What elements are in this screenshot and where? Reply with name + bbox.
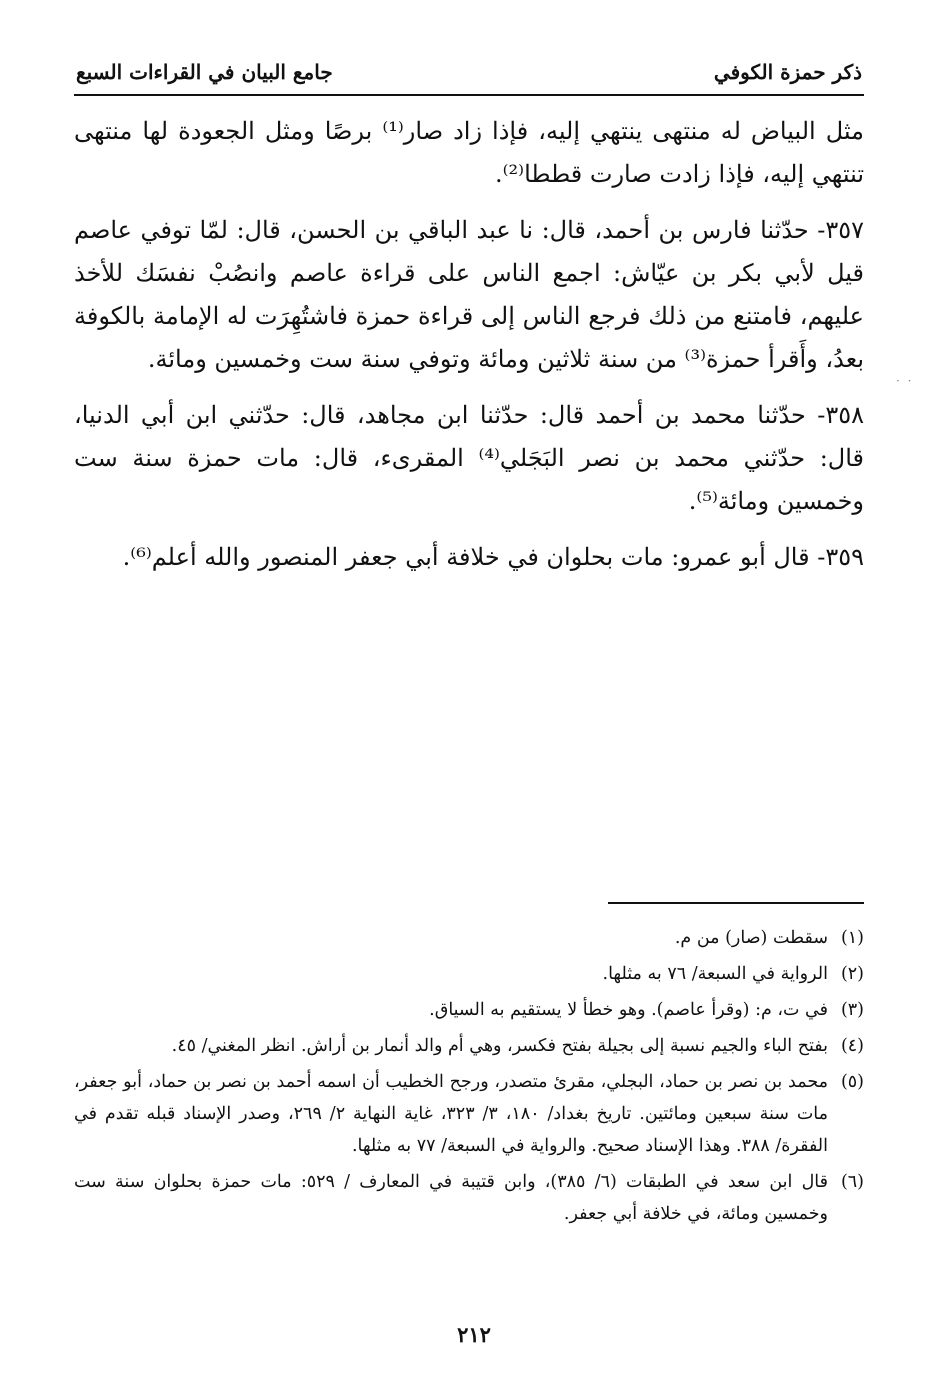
footnote-4 bbox=[74, 1030, 864, 1062]
footnote-text: بفتح الباء والجيم نسبة إلى بجيلة بفتح فكسر، وهي أم والد أنمار بن أراش. انظر المغني/ ٤٥. bbox=[171, 1036, 828, 1056]
footnote-separator bbox=[608, 902, 864, 904]
footnote-text: قال ابن سعد في الطبقات (٦/ ٣٨٥)، وابن قتيبة في المعارف / ٥٢٩: مات حمزة بحلوان سنة ست وخمسين ومائة، في خلافة أبي جعفر. bbox=[74, 1172, 828, 1224]
footnote-number: (٢) bbox=[840, 964, 864, 984]
footnote-text: سقطت (صار) من م. bbox=[674, 928, 828, 948]
footnote-number: (٥) bbox=[840, 1072, 864, 1092]
footnote-text: الرواية في السبعة/ ٧٦ به مثلها. bbox=[602, 964, 828, 984]
footnotes bbox=[74, 922, 864, 1234]
running-header bbox=[74, 58, 864, 96]
footnote-text: في ت، م: (وقرأ عاصم). وهو خطأ لا يستقيم به السياق. bbox=[429, 1000, 828, 1020]
footnote-text: محمد بن نصر بن حماد، البجلي، مقرئ متصدر، ورجح الخطيب أن اسمه أحمد بن نصر بن حماد، أبو جعفر، مات سنة سبعين ومائتين. تاريخ بغداد/ ١٨٠، ٣/ ٣٢٣، غاية النهاية ٢/ ٢٦٩، وصدر الإسناد قبله تقدم في الفقرة/ ٣٨٨. وهذا الإسناد صحيح. والرواية في السبعة/ ٧٧ به مثلها. bbox=[74, 1072, 828, 1156]
page-number: ٢١٢ bbox=[457, 1322, 491, 1347]
footnote-number: (٦) bbox=[840, 1172, 864, 1192]
chapter-title: ذكر حمزة الكوفي bbox=[713, 60, 862, 84]
paragraph-359: ٣٥٩- قال أبو عمرو: مات بحلوان في خلافة أبي جعفر المنصور والله أعلم⁽⁶⁾. bbox=[122, 543, 864, 571]
margin-dots: · · bbox=[896, 374, 914, 388]
footnote-number: (٤) bbox=[840, 1036, 864, 1056]
footnote-6 bbox=[74, 1166, 864, 1230]
book-title: جامع البيان في القراءات السبع bbox=[76, 60, 333, 84]
footnote-number: (٣) bbox=[840, 1000, 864, 1020]
footnote-5 bbox=[74, 1066, 864, 1162]
paragraph-357: ٣٥٧- حدّثنا فارس بن أحمد، قال: نا عبد الباقي بن الحسن، قال: لمّا توفي عاصم قيل لأبي بكر بن عيّاش: اجمع الناس على قراءة عاصم وانصُبْ نفسَك للأخذ عليهم، فامتنع من ذلك فرجع الناس إلى قراءة حمزة فاشتُهِرَت له الإمامة بالكوفة بعدُ، وأَقرأ حمزة⁽³⁾ من سنة ثلاثين ومائة وتوفي سنة ست وخمسين ومائة. bbox=[74, 216, 864, 373]
paragraph: مثل البياض له منتهى ينتهي إليه، فإذا زاد صار⁽¹⁾ برصًا ومثل الجعودة لها منتهى تنتهي إليه، فإذا زادت صارت قططا⁽²⁾. bbox=[74, 117, 864, 188]
main-text bbox=[74, 110, 864, 592]
footnote-2 bbox=[74, 958, 864, 990]
paragraph-358: ٣٥٨- حدّثنا محمد بن أحمد قال: حدّثنا ابن مجاهد، قال: حدّثني ابن أبي الدنيا، قال: حدّثني محمد بن نصر البَجَلي⁽⁴⁾ المقرىء، قال: مات حمزة سنة ست وخمسين ومائة⁽⁵⁾. bbox=[74, 401, 865, 515]
footnote-number: (١) bbox=[840, 928, 864, 948]
footnote-1 bbox=[74, 922, 864, 954]
footnote-3 bbox=[74, 994, 864, 1026]
